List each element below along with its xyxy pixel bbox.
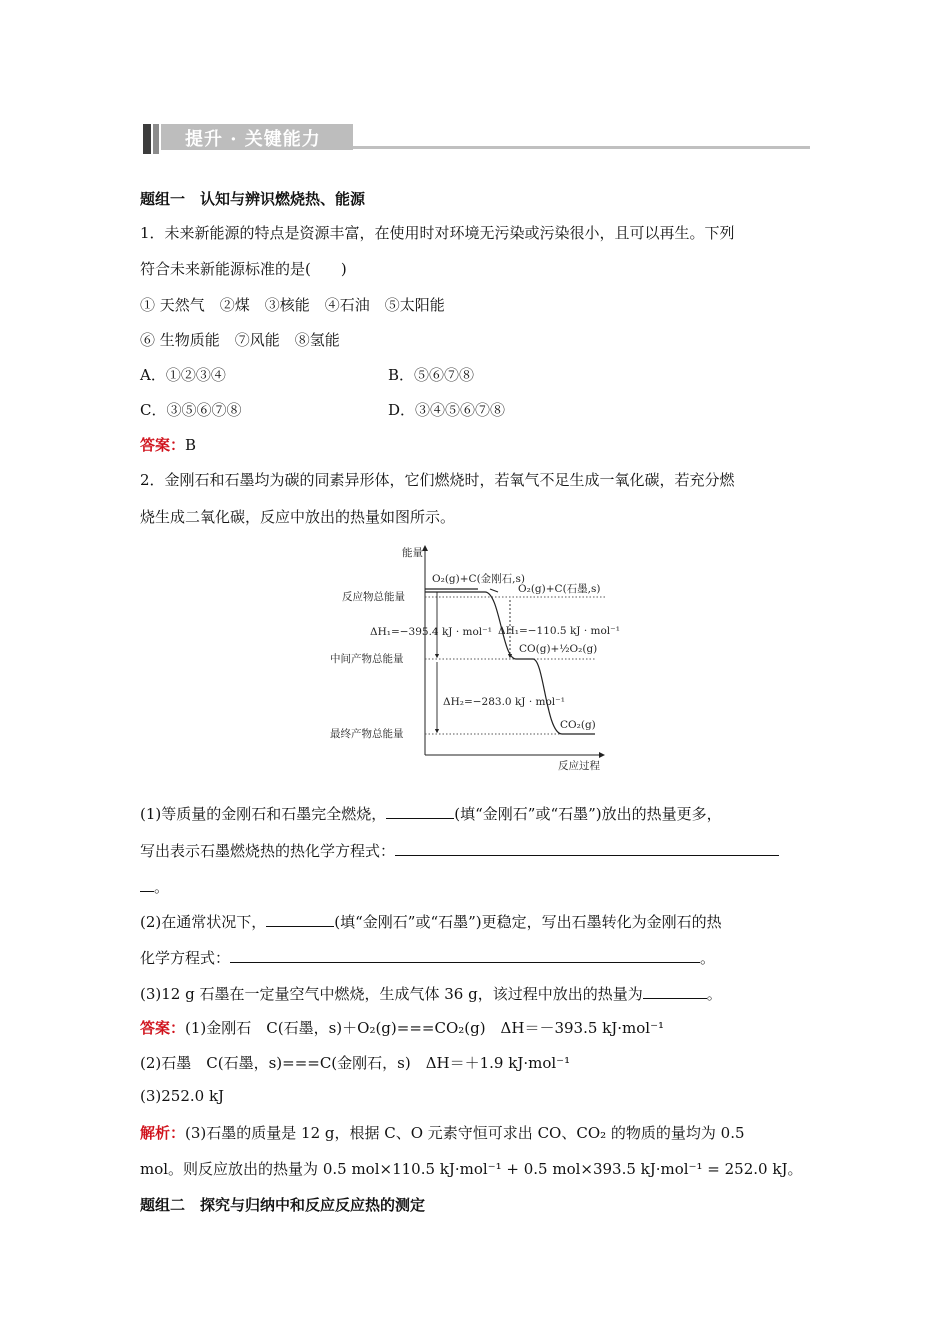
q2-answer-1-text: (1)金刚石 C(石墨，s)＋O₂(g)===CO₂(g) ΔH＝－393.5 kJ·mol⁻¹ — [185, 1019, 665, 1037]
q2-answer-2: (2)石墨 C(石墨，s)===C(金刚石，s) ΔH＝＋1.9 kJ·mol⁻¹ — [140, 1054, 571, 1072]
q2-sub1-text-d: 。 — [154, 878, 170, 896]
level-final-label: 最终产物总能量 — [330, 728, 404, 740]
co-label: CO(g)+½O₂(g) — [519, 643, 598, 655]
q2-sub1-text-c: 写出表示石墨燃烧热的热化学方程式： — [140, 842, 396, 860]
q2-sub3-blank — [643, 984, 707, 999]
group2-title: 题组二 探究与归纳中和反应反应热的测定 — [140, 1196, 426, 1214]
q2-sub2-blank2 — [230, 948, 700, 963]
banner-accent-dark — [143, 124, 151, 154]
q1-option-a: A．①②③④ — [140, 366, 226, 384]
q2-sub1-line1 — [140, 803, 722, 824]
q1-option-b: B．⑤⑥⑦⑧ — [388, 366, 475, 384]
level-reactant-label: 反应物总能量 — [342, 591, 405, 603]
q1-option-d: D．③④⑤⑥⑦⑧ — [388, 401, 506, 419]
x-axis-label: 反应过程 — [558, 760, 600, 772]
q1-line1: 1．未来新能源的特点是资源丰富，在使用时对环境无污染或污染很小，且可以再生。下列 — [140, 224, 735, 242]
banner-accent-mid — [153, 124, 159, 154]
banner-rule — [353, 146, 810, 149]
q2-analysis-text1: (3)石墨的质量是 12 g，根据 C、O 元素守恒可求出 CO、CO₂ 的物质的量均为 0.5 — [185, 1124, 745, 1142]
q2-sub2-text-b: (填“金刚石”或“石墨”)更稳定，写出石墨转化为金刚石的热 — [334, 913, 722, 931]
q2-sub3-text: (3)12 g 石墨在一定量空气中燃烧，生成气体 36 g，该过程中放出的热量为 — [140, 985, 643, 1003]
dh1-right-label: ΔH₁=−110.5 kJ · mol⁻¹ — [498, 625, 620, 637]
q2-sub2-blank1 — [266, 912, 334, 927]
curve-connector — [490, 589, 498, 592]
q1-items1: ① 天然气 ②煤 ③核能 ④石油 ⑤太阳能 — [140, 296, 445, 314]
banner-title: 提升 · 关键能力 — [185, 129, 321, 150]
q2-sub2-text-c: 化学方程式： — [140, 949, 231, 967]
level-mid-label: 中间产物总能量 — [330, 653, 404, 665]
q2-sub1-text-a: (1)等质量的金刚石和石墨完全燃烧， — [140, 805, 387, 823]
q2-analysis-line1 — [140, 1122, 745, 1143]
answer-value: B — [185, 436, 197, 454]
q2-sub3-line — [140, 983, 722, 1004]
q2-sub2-text-a: (2)在通常状况下， — [140, 913, 267, 931]
q1-line2: 符合未来新能源标准的是( ) — [140, 260, 347, 278]
q2-sub1-blank3 — [140, 877, 154, 892]
diamond-label: O₂(g)+C(金刚石,s) — [432, 573, 525, 585]
group1-title: 题组一 认知与辨识燃烧热、能源 — [140, 190, 366, 208]
dh2-label: ΔH₂=−283.0 kJ · mol⁻¹ — [443, 696, 565, 708]
q2-sub1-line3 — [140, 876, 169, 897]
q2-sub1-text-b: (填“金刚石”或“石墨”)放出的热量更多， — [454, 805, 722, 823]
q2-analysis-line2: mol。则反应放出的热量为 0.5 mol×110.5 kJ·mol⁻¹ + 0.5 mol×393.5 kJ·mol⁻¹ = 252.0 kJ。 — [140, 1160, 803, 1178]
answer-label: 答案： — [140, 1019, 186, 1037]
q1-answer — [140, 434, 196, 455]
q2-sub3-end: 。 — [706, 985, 722, 1003]
q2-sub2-line1 — [140, 911, 722, 932]
q2-line2: 烧生成二氧化碳，反应中放出的热量如图所示。 — [140, 508, 456, 526]
section-banner — [143, 124, 810, 154]
q2-sub1-line2 — [140, 840, 779, 861]
energy-diagram — [320, 540, 620, 775]
q2-sub1-blank2 — [395, 841, 779, 856]
answer-label: 答案： — [140, 436, 186, 454]
co2-label: CO₂(g) — [560, 719, 596, 731]
q2-sub2-text-d: 。 — [700, 949, 716, 967]
q2-line1: 2．金刚石和石墨均为碳的同素异形体，它们燃烧时，若氧气不足生成一氧化碳，若充分燃 — [140, 471, 735, 489]
y-axis-label: 能量 — [402, 547, 423, 559]
q1-items2: ⑥ 生物质能 ⑦风能 ⑧氢能 — [140, 331, 340, 349]
q2-sub1-blank1 — [386, 804, 454, 819]
q2-answer-3: (3)252.0 kJ — [140, 1087, 225, 1105]
q2-sub2-line2 — [140, 947, 715, 968]
analysis-label: 解析： — [140, 1124, 186, 1142]
dh1-left-label: ΔH₁=−395.4 kJ · mol⁻¹ — [370, 626, 492, 638]
q2-answer-1 — [140, 1017, 664, 1038]
q1-option-c: C．③⑤⑥⑦⑧ — [140, 401, 242, 419]
graphite-label: O₂(g)+C(石墨,s) — [518, 583, 601, 595]
